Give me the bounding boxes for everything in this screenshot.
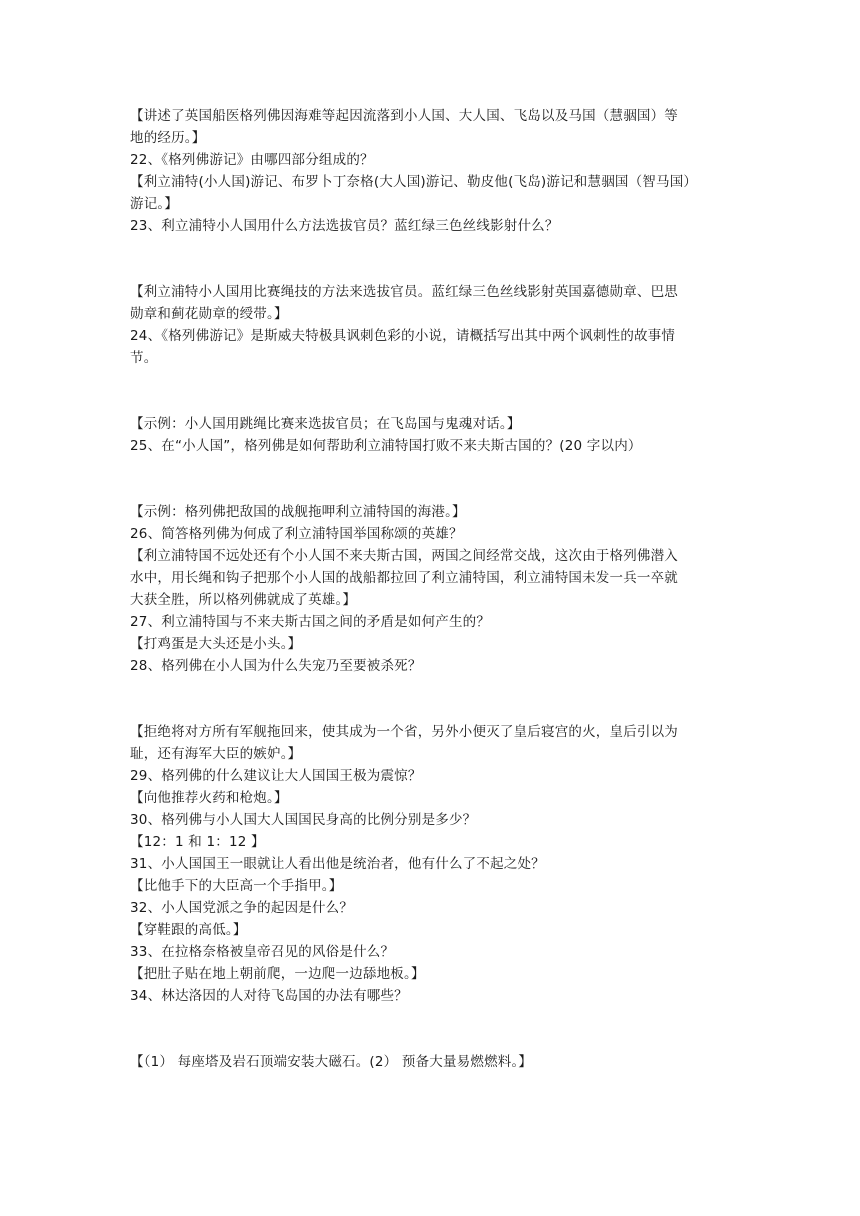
text-line: 【利立浦特(小人国)游记、布罗卜丁奈格(大人国)游记、勒皮他(飞岛)游记和慧骃国（智马国） bbox=[130, 174, 698, 190]
text-line: 【（1） 每座塔及岩石顶端安装大磁石。(2） 预备大量易燃燃料。】 bbox=[130, 1054, 533, 1070]
text-line: 31、小人国国王一眼就让人看出他是统治者，他有什么了不起之处？ bbox=[130, 856, 545, 872]
text-line: 【比他手下的大臣高一个手指甲。】 bbox=[130, 878, 343, 894]
text-line: 25、在“小人国”，格列佛是如何帮助利立浦特国打败不来夫斯古国的？(20 字以内） bbox=[130, 438, 642, 454]
text-line: 【向他推荐火药和枪炮。】 bbox=[130, 790, 288, 806]
text-line: 27、利立浦特国与不来夫斯古国之间的矛盾是如何产生的？ bbox=[130, 614, 491, 630]
text-line: 耻，还有海军大臣的嫉妒。】 bbox=[130, 746, 302, 762]
text-line: 地的经历。】 bbox=[130, 130, 206, 146]
blank-space bbox=[130, 677, 732, 721]
text-line: 24、《格列佛游记》是斯威夫特极具讽刺色彩的小说，请概括写出其中两个讽刺性的故事情 bbox=[130, 328, 676, 344]
text-line: 22、《格列佛游记》由哪四部分组成的？ bbox=[130, 152, 374, 168]
text-line: 【打鸡蛋是大头还是小头。】 bbox=[130, 636, 302, 652]
blank-space bbox=[130, 457, 732, 501]
text-line: 大获全胜，所以格列佛就成了英雄。】 bbox=[130, 592, 357, 608]
text-line: 【示例：格列佛把敌国的战舰拖呷利立浦特国的海港。】 bbox=[130, 504, 466, 520]
text-line: 水中，用长绳和钩子把那个小人国的战船都拉回了利立浦特国，利立浦特国未发一兵一卒就 bbox=[130, 570, 678, 586]
text-line: 节。 bbox=[130, 350, 158, 366]
text-line: 32、小人国党派之争的起因是什么？ bbox=[130, 900, 354, 916]
text-line: 勋章和蓟花勋章的绶带。】 bbox=[130, 306, 288, 322]
text-line: 【拒绝将对方所有军舰拖回来，使其成为一个省，另外小便灭了皇后寝宫的火，皇后引以为 bbox=[130, 724, 678, 740]
text-line: 【穿鞋跟的高低。】 bbox=[130, 922, 247, 938]
text-line: 【讲述了英国船医格列佛因海难等起因流落到小人国、大人国、飞岛以及马国（慧骃国）等 bbox=[130, 108, 678, 124]
text-line: 游记。】 bbox=[130, 196, 179, 212]
document-body bbox=[130, 105, 732, 1073]
text-line: 【利立浦特小人国用比赛绳技的方法来选拔官员。蓝红绿三色丝线影射英国嘉德勋章、巴思 bbox=[130, 284, 678, 300]
text-line: 28、格列佛在小人国为什么失宠乃至要被杀死？ bbox=[130, 658, 422, 674]
text-line: 【示例：小人国用跳绳比赛来选拔官员；在飞岛国与鬼魂对话。】 bbox=[130, 416, 521, 432]
text-line: 【利立浦特国不远处还有个小人国不来夫斯古国，两国之间经常交战，这次由于格列佛潜入 bbox=[130, 548, 678, 564]
blank-space bbox=[130, 237, 732, 281]
blank-space bbox=[130, 369, 732, 413]
text-line: 【12：1 和 1：12 】 bbox=[130, 834, 265, 850]
blank-space bbox=[130, 1007, 732, 1051]
text-line: 29、格列佛的什么建议让大人国国王极为震惊？ bbox=[130, 768, 422, 784]
text-line: 26、简答格列佛为何成了利立浦特国举国称颂的英雄？ bbox=[130, 526, 463, 542]
text-line: 【把肚子贴在地上朝前爬，一边爬一边舔地板。】 bbox=[130, 966, 425, 982]
text-line: 30、格列佛与小人国大人国国民身高的比例分别是多少？ bbox=[130, 812, 477, 828]
text-line: 33、在拉格奈格被皇帝召见的风俗是什么？ bbox=[130, 944, 395, 960]
text-line: 23、利立浦特小人国用什么方法选拔官员？蓝红绿三色丝线影射什么？ bbox=[130, 218, 559, 234]
text-line: 34、林达洛因的人对待飞岛国的办法有哪些？ bbox=[130, 988, 408, 1004]
